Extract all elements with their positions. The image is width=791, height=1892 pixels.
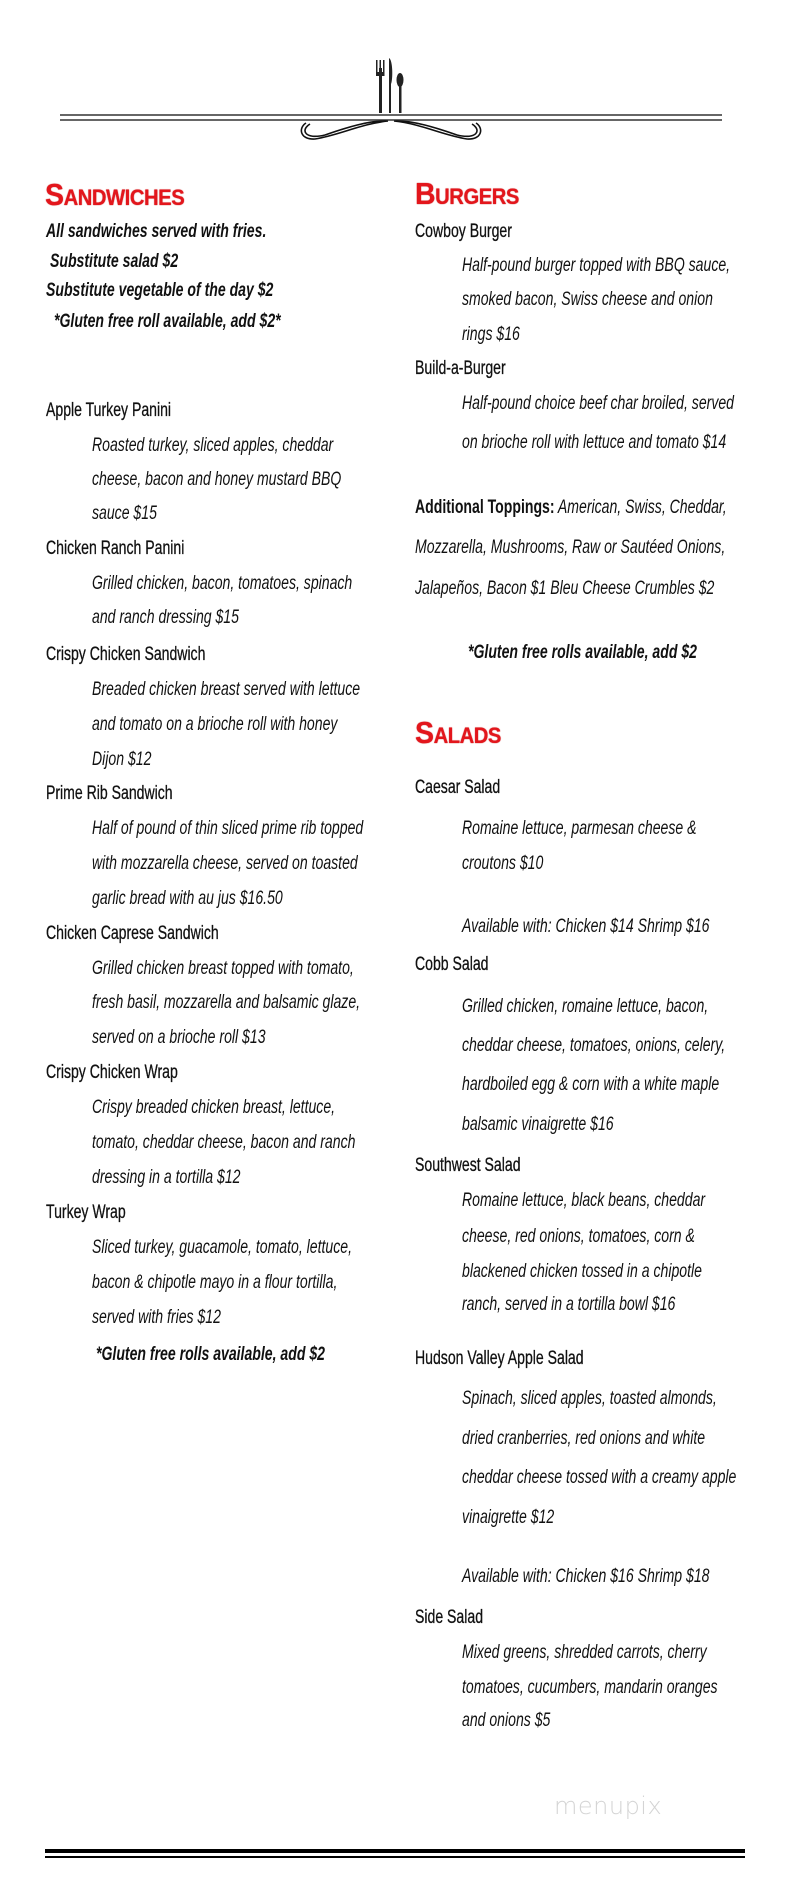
menu-item-description: Dijon $12 bbox=[92, 749, 152, 770]
menu-item-description: smoked bacon, Swiss cheese and onion bbox=[462, 289, 713, 310]
menu-item-description: bacon & chipotle mayo in a flour tortilla, bbox=[92, 1272, 338, 1293]
menu-item-description: fresh basil, mozzarella and balsamic glaze, bbox=[92, 992, 361, 1013]
menu-item-description: balsamic vinaigrette $16 bbox=[462, 1114, 614, 1135]
menu-item-description: Spinach, sliced apples, toasted almonds, bbox=[462, 1388, 717, 1409]
menu-item-description: Romaine lettuce, black beans, cheddar bbox=[462, 1190, 706, 1211]
menu-item-name: Apple Turkey Panini bbox=[46, 400, 172, 421]
menu-item-name: Crispy Chicken Wrap bbox=[46, 1062, 178, 1083]
menu-item-name: Crispy Chicken Sandwich bbox=[46, 644, 206, 665]
menu-item-description: croutons $10 bbox=[462, 853, 544, 874]
menu-item-description: Half-pound burger topped with BBQ sauce, bbox=[462, 255, 731, 276]
menu-item-description: served on a brioche roll $13 bbox=[92, 1027, 266, 1048]
bottom-rule-thin bbox=[45, 1856, 745, 1858]
section-note: Substitute vegetable of the day $2 bbox=[46, 280, 274, 301]
watermark: menupix bbox=[554, 1792, 663, 1820]
section-note: All sandwiches served with fries. bbox=[46, 221, 267, 242]
section-title-salads: Salads bbox=[415, 715, 501, 750]
menu-item-description: Half of pound of thin sliced prime rib topped bbox=[92, 818, 364, 839]
menu-item-name: Chicken Ranch Panini bbox=[46, 538, 185, 559]
menu-item-description: and tomato on a brioche roll with honey bbox=[92, 714, 338, 735]
menu-item-description: and onions $5 bbox=[462, 1710, 551, 1731]
menu-item-name: Cowboy Burger bbox=[415, 221, 512, 242]
add-protein-options: Available with: Chicken $14 Shrimp $16 bbox=[462, 916, 710, 937]
cutlery-divider-icon bbox=[0, 0, 791, 150]
toppings-list: American, Swiss, Cheddar, bbox=[557, 497, 727, 518]
menu-item-name: Cobb Salad bbox=[415, 954, 489, 975]
menu-item-description: tomatoes, cucumbers, mandarin oranges bbox=[462, 1677, 718, 1698]
menu-item-description: cheddar cheese tossed with a creamy apple bbox=[462, 1467, 737, 1488]
menu-item-description: Half-pound choice beef char broiled, served bbox=[462, 393, 734, 414]
section-note: Substitute salad $2 bbox=[50, 251, 179, 272]
menu-item-name: Hudson Valley Apple Salad bbox=[415, 1348, 584, 1369]
menu-item-description: Crispy breaded chicken breast, lettuce, bbox=[92, 1097, 336, 1118]
menu-item-description: Sliced turkey, guacamole, tomato, lettuce, bbox=[92, 1237, 352, 1258]
menu-item-name: Caesar Salad bbox=[415, 777, 501, 798]
menu-item-description: rings $16 bbox=[462, 324, 520, 345]
menu-item-name: Turkey Wrap bbox=[46, 1202, 126, 1223]
menu-item-description: hardboiled egg & corn with a white maple bbox=[462, 1074, 720, 1095]
menu-item-description: cheddar cheese, tomatoes, onions, celery, bbox=[462, 1035, 726, 1056]
gluten-note: *Gluten free rolls available, add $2 bbox=[468, 642, 697, 663]
menu-item-description: dressing in a tortilla $12 bbox=[92, 1167, 241, 1188]
toppings-label: Additional Toppings: bbox=[415, 497, 555, 518]
toppings-list: Mozzarella, Mushrooms, Raw or Sautéed Onions, bbox=[415, 537, 726, 558]
menu-item-description: sauce $15 bbox=[92, 503, 157, 524]
menu-item-description: Grilled chicken, bacon, tomatoes, spinach bbox=[92, 573, 353, 594]
menu-item-name: Build-a-Burger bbox=[415, 358, 506, 379]
menu-item-name: Prime Rib Sandwich bbox=[46, 783, 173, 804]
menu-item-description: with mozzarella cheese, served on toasted bbox=[92, 853, 358, 874]
gluten-note: *Gluten free rolls available, add $2 bbox=[96, 1344, 325, 1365]
menu-item-description: Roasted turkey, sliced apples, cheddar bbox=[92, 435, 334, 456]
menu-item-description: dried cranberries, red onions and white bbox=[462, 1428, 706, 1449]
bottom-rule-thick bbox=[45, 1849, 745, 1853]
menu-item-description: ranch, served in a tortilla bowl $16 bbox=[462, 1294, 676, 1315]
section-title-sandwiches: Sandwiches bbox=[45, 177, 185, 212]
menu-item-description: served with fries $12 bbox=[92, 1307, 221, 1328]
menu-item-description: Grilled chicken, romaine lettuce, bacon, bbox=[462, 996, 709, 1017]
section-note: *Gluten free roll available, add $2* bbox=[54, 311, 281, 332]
menu-item-description: Mixed greens, shredded carrots, cherry bbox=[462, 1642, 707, 1663]
menu-item-description: and ranch dressing $15 bbox=[92, 607, 239, 628]
menu-item-description: on brioche roll with lettuce and tomato $14 bbox=[462, 432, 727, 453]
menu-item-description: vinaigrette $12 bbox=[462, 1507, 555, 1528]
menu-item-name: Southwest Salad bbox=[415, 1155, 521, 1176]
menu-item-description: blackened chicken tossed in a chipotle bbox=[462, 1261, 702, 1282]
menu-item-description: cheese, red onions, tomatoes, corn & bbox=[462, 1226, 695, 1247]
menu-item-name: Chicken Caprese Sandwich bbox=[46, 923, 219, 944]
add-protein-options: Available with: Chicken $16 Shrimp $18 bbox=[462, 1566, 710, 1587]
menu-item-description: Grilled chicken breast topped with tomato, bbox=[92, 958, 354, 979]
section-title-burgers: Burgers bbox=[415, 176, 519, 211]
menu-item-name: Side Salad bbox=[415, 1607, 484, 1628]
menu-item-description: Breaded chicken breast served with lettuce bbox=[92, 679, 361, 700]
menu-item-description: Romaine lettuce, parmesan cheese & bbox=[462, 818, 697, 839]
additional-toppings bbox=[415, 496, 727, 520]
menu-item-description: tomato, cheddar cheese, bacon and ranch bbox=[92, 1132, 356, 1153]
menu-item-description: cheese, bacon and honey mustard BBQ bbox=[92, 469, 342, 490]
toppings-list: Jalapeños, Bacon $1 Bleu Cheese Crumbles $2 bbox=[415, 578, 715, 599]
menu-item-description: garlic bread with au jus $16.50 bbox=[92, 888, 283, 909]
